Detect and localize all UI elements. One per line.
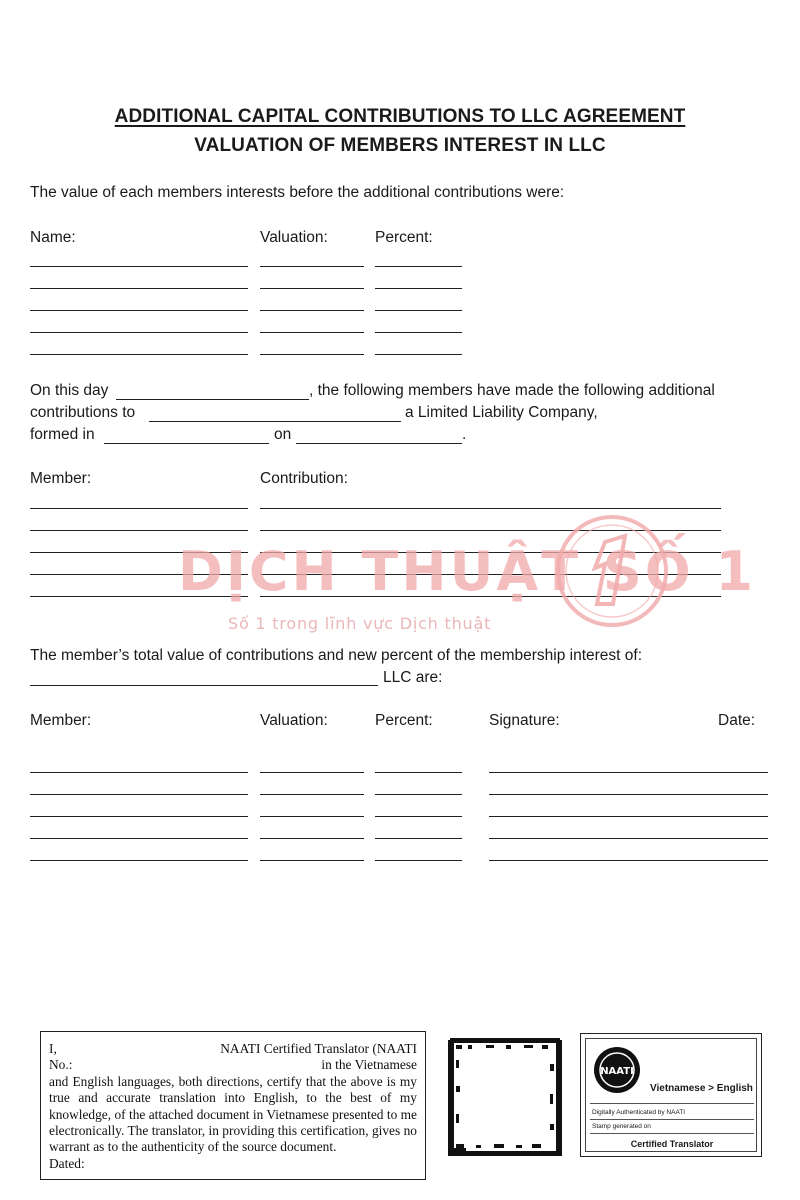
blank-row — [0, 816, 800, 817]
member-blank — [30, 508, 248, 509]
translator-certification — [40, 1031, 426, 1180]
member-blank — [30, 772, 248, 773]
stamp-authenticated: Digitally Authenticated by NAATI — [592, 1109, 686, 1116]
blank-row — [0, 354, 800, 355]
contribution-blank — [260, 508, 721, 509]
following-members-text: , the following members have made the following additional — [309, 382, 715, 399]
cert-in-the-vietnamese: in the Vietnamese — [321, 1057, 417, 1073]
valuation-blank — [260, 310, 364, 311]
blank-row — [0, 794, 800, 795]
blank-row — [0, 266, 800, 267]
percent-blank — [375, 816, 462, 817]
contributions-to-label: contributions to — [30, 404, 136, 421]
column-header-member: Member: — [30, 712, 92, 729]
stamp-divider — [590, 1133, 754, 1134]
column-header-contribution: Contribution: — [260, 470, 348, 487]
signature-blank — [489, 794, 768, 795]
cert-line-1 — [49, 1041, 417, 1057]
valuation-blank — [260, 266, 364, 267]
day-blank — [116, 399, 309, 400]
member-blank — [30, 530, 248, 531]
document-subtitle: VALUATION OF MEMBERS INTEREST IN LLC — [194, 135, 606, 156]
watermark-title: DỊCH THUẬT SỐ 1 — [178, 540, 757, 603]
stamp-frame — [585, 1038, 757, 1152]
signature-blank — [489, 816, 768, 817]
member-blank — [30, 794, 248, 795]
cert-no: No.: — [49, 1057, 73, 1073]
section1-intro: The value of each members interests before the additional contributions were: — [30, 184, 565, 201]
percent-blank — [375, 354, 462, 355]
llc-company-text: a Limited Liability Company, — [405, 404, 598, 421]
percent-blank — [375, 332, 462, 333]
valuation-blank — [260, 354, 364, 355]
valuation-blank — [260, 772, 364, 773]
column-header-member: Member: — [30, 470, 92, 487]
cert-i: I, — [49, 1041, 57, 1056]
cert-naati-translator: NAATI Certified Translator (NAATI — [220, 1041, 417, 1056]
column-header-valuation: Valuation: — [260, 229, 328, 246]
valuation-blank — [260, 794, 364, 795]
watermark-logo-icon — [553, 512, 671, 630]
formed-in-label: formed in — [30, 426, 95, 443]
valuation-blank — [260, 288, 364, 289]
formed-date-blank — [296, 443, 462, 444]
percent-blank — [375, 794, 462, 795]
column-header-date: Date: — [718, 712, 756, 729]
column-header-valuation: Valuation: — [260, 712, 328, 729]
valuation-blank — [260, 838, 364, 839]
percent-blank — [375, 838, 462, 839]
stamp-divider — [590, 1119, 754, 1120]
blank-row — [0, 332, 800, 333]
on-label: on — [274, 426, 292, 443]
blank-row — [0, 288, 800, 289]
name-blank — [30, 354, 248, 355]
signature-blank — [489, 772, 768, 773]
member-blank — [30, 860, 248, 861]
document-title: ADDITIONAL CAPITAL CONTRIBUTIONS TO LLC AGREEMENT — [114, 106, 686, 127]
period-text: . — [462, 426, 467, 443]
column-header-percent: Percent: — [375, 712, 433, 729]
name-blank — [30, 288, 248, 289]
valuation-blank — [260, 816, 364, 817]
column-header-signature: Signature: — [489, 712, 560, 729]
section4-intro: The member’s total value of contributions and new percent of the membership interest of: — [30, 647, 643, 664]
percent-blank — [375, 288, 462, 289]
llc-are-text: LLC are: — [383, 669, 443, 686]
column-header-percent: Percent: — [375, 229, 433, 246]
stamp-generated: Stamp generated on — [592, 1123, 651, 1130]
on-this-day-label: On this day — [30, 382, 109, 399]
watermark-subtitle: Số 1 trong lĩnh vực Dịch thuật — [228, 614, 492, 633]
naati-logo-text: NAATI — [600, 1066, 634, 1077]
percent-blank — [375, 310, 462, 311]
qr-code-icon — [446, 1036, 564, 1158]
percent-blank — [375, 860, 462, 861]
blank-row — [0, 772, 800, 773]
naati-stamp — [580, 1033, 762, 1157]
valuation-blank — [260, 860, 364, 861]
name-blank — [30, 332, 248, 333]
naati-logo-icon — [592, 1045, 642, 1095]
blank-row — [0, 530, 800, 531]
name-blank — [30, 266, 248, 267]
valuation-blank — [260, 332, 364, 333]
blank-row — [0, 310, 800, 311]
blank-row — [0, 838, 800, 839]
stamp-divider — [590, 1103, 754, 1104]
company-blank — [149, 421, 401, 422]
stamp-languages: Vietnamese > English — [650, 1083, 753, 1094]
signature-blank — [489, 860, 768, 861]
stamp-certified-translator: Certified Translator — [630, 1139, 714, 1149]
cert-line-2 — [49, 1057, 417, 1073]
cert-dated: Dated: — [49, 1155, 85, 1171]
name-blank — [30, 310, 248, 311]
percent-blank — [375, 772, 462, 773]
cert-body: and English languages, both directions, certify that the above is my true and accurate translation into English, to the best of my knowledge, of the attached document in Vietnamese presented to me electronically. The translator, in providing this certification, gives no warrant as to the authenticity of the source document. — [49, 1073, 417, 1155]
column-header-name: Name: — [30, 229, 76, 246]
blank-row — [0, 508, 800, 509]
member-blank — [30, 838, 248, 839]
percent-blank — [375, 266, 462, 267]
signature-blank — [489, 838, 768, 839]
llc-name-blank — [30, 685, 378, 686]
member-blank — [30, 816, 248, 817]
formed-in-blank — [104, 443, 269, 444]
blank-row — [0, 860, 800, 861]
